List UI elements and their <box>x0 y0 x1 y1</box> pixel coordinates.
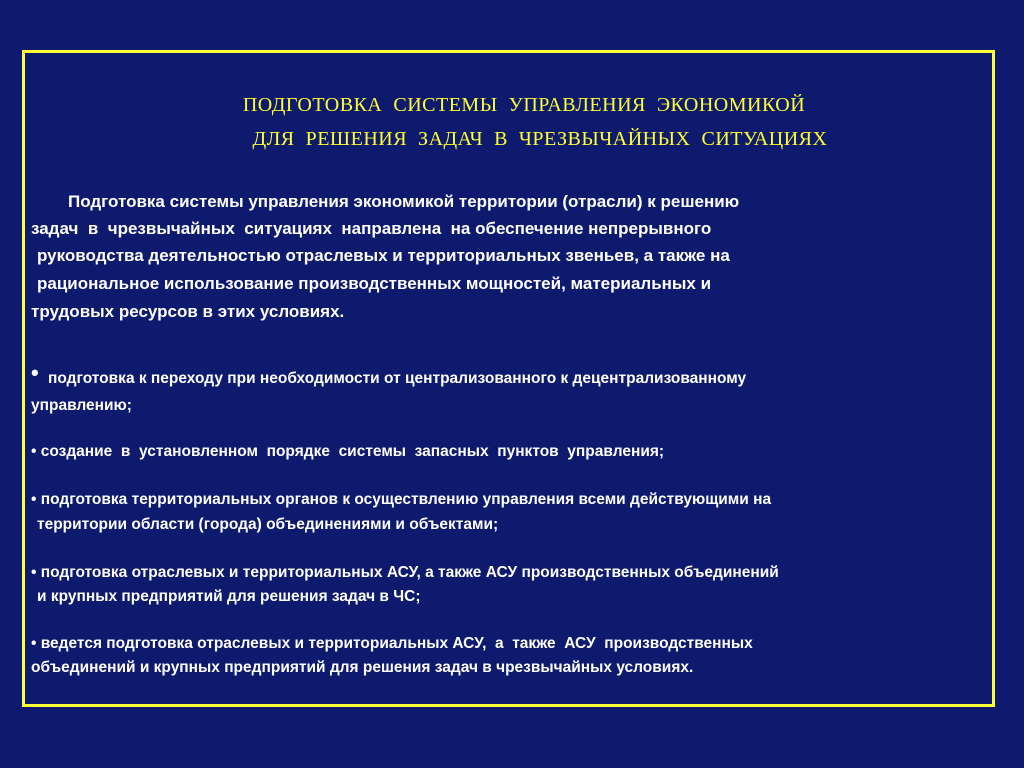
bullet-5-line-2: объединений и крупных предприятий для решения задач в чрезвычайных условиях. <box>31 659 694 676</box>
bullet-3-line-2: территории области (города) объединениями и объектами; <box>37 516 499 533</box>
slide-title-line-2: ДЛЯ РЕШЕНИЯ ЗАДАЧ В ЧРЕЗВЫЧАЙНЫХ СИТУАЦИЯХ <box>252 128 828 150</box>
bullet-1-line-1: подготовка к переходу при необходимости от централизованного к децентрализованному <box>48 370 747 387</box>
intro-line-5: трудовых ресурсов в этих условиях. <box>31 302 345 321</box>
bullet-4-line-2: и крупных предприятий для решения задач в ЧС; <box>37 588 421 605</box>
bullet-4-line-1: • подготовка отраслевых и территориальных АСУ, а также АСУ производственных объединений <box>31 564 779 581</box>
bullet-5-line-1: • ведется подготовка отраслевых и территориальных АСУ, а также АСУ производственных <box>31 635 753 652</box>
intro-line-1: Подготовка системы управления экономикой территории (отрасли) к решению <box>68 192 740 211</box>
intro-line-2: задач в чрезвычайных ситуациях направлена на обеспечение непрерывного <box>31 219 712 238</box>
bullet-2-line-1: • создание в установленном порядке системы запасных пунктов управления; <box>31 443 665 460</box>
intro-line-3: руководства деятельностью отраслевых и территориальных звеньев, а также на <box>37 246 730 265</box>
bullet-3-line-1: • подготовка территориальных органов к осуществлению управления всеми действующими на <box>31 491 772 508</box>
intro-line-4: рациональное использование производственных мощностей, материальных и <box>37 274 712 293</box>
bullet-marker: • <box>31 360 39 385</box>
bullet-1-line-2: управлению; <box>31 397 132 414</box>
slide-title-line-1: ПОДГОТОВКА СИСТЕМЫ УПРАВЛЕНИЯ ЭКОНОМИКОЙ <box>242 94 806 116</box>
